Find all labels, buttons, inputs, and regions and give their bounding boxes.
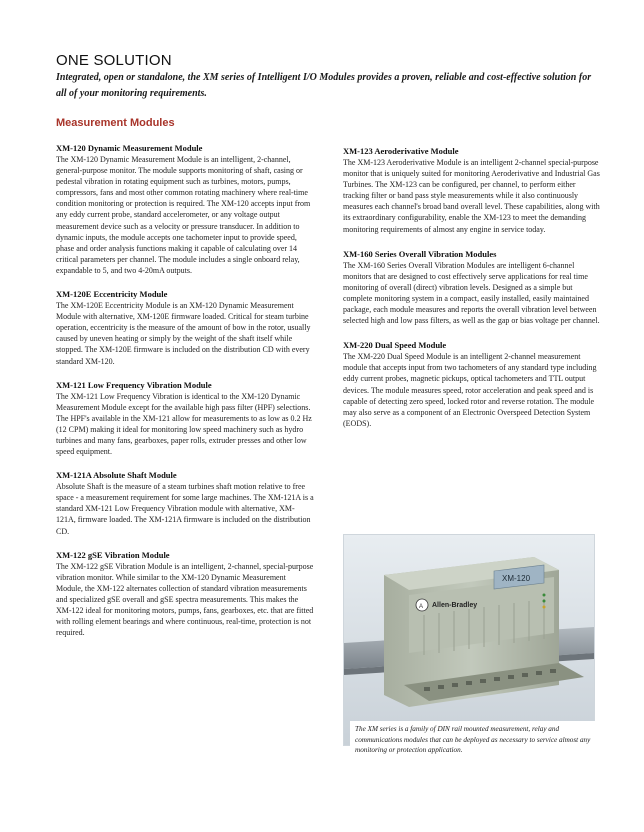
module-description: The XM-120 Dynamic Measurement Module is an intelligent, 2-channel, general-purpose monitor. The module supports monitoring of shaft, casing or pedestal vibration in rotating equipment such as turbines, motors, pumps, compressors, fans and most other common rotating machinery where real-time condition monitoring or protection is required. The XM-120 accepts input from any eddy current probe, standard accelerometer, or any voltage output measurement device such as a velocity or pressure transducer. In addition to dynamic inputs, the module accepts one tachometer input to provide speed, phase and order analysis functions making it capable of calculating over 14 critical parameters per channel. The module includes a single onboard relay, expandable to 5, and two 4-20mA outputs.	[56, 155, 311, 275]
left-column	[56, 143, 314, 638]
module-description: The XM-121 Low Frequency Vibration is identical to the XM-120 Dynamic Measurement Module except for the available high pass filter (HPF) selections. The HPF's available in the XM-121 allow for measurements to as low as 0.2 Hz (12 CPM) making it ideal for monitoring low speed machinery such as hydro turbines and many fans, gearboxes, paper rolls, extruder presses and other low speed equipment.	[56, 391, 312, 457]
module-description: The XM-220 Dual Speed Module is an intelligent 2-channel measurement module that accepts input from two tachometers of any standard type including eddy current probes, magnetic pickups, optical tachometers and TTL output devices. The module measures speed, rotor acceleration and peak speed and is capable of detecting zero speed, locked rotor and reverse rotation. The module may also serve as a component of an Electronic Overspeed Detection System (EODS).	[343, 352, 597, 428]
module-description: The XM-120E Eccentricity Module is an XM-120 Dynamic Measurement Module with alternative, XM-120E firmware loaded. Critical for steam turbine operation, eccentricity is the measure of the amount of bow in the rotor, usually caused by uneven heating or simply by the weight of the shaft itself while stopped. The XM-120E firmware is included on the distribution CD with every standard XM-120.	[56, 301, 311, 366]
brand-label: Allen-Bradley	[432, 602, 478, 609]
intro-statement: Integrated, open or standalone, the XM series of Intelligent I/O Modules provides a proven, reliable and cost-effective solution for all of your monitoring requirements.	[56, 72, 592, 99]
xm-module-illustration	[344, 535, 594, 745]
module-xm-120e	[56, 289, 314, 367]
right-column	[343, 146, 600, 429]
module-xm-122	[56, 550, 314, 639]
module-xm-123	[343, 146, 600, 235]
figure-caption: The XM series is a family of DIN rail mounted measurement, relay and communications modules that can be deployed as necessary to service almost any monitoring or protection application.	[350, 721, 596, 758]
model-label: XM-120	[502, 574, 531, 583]
module-title: XM-121A Absolute Shaft Module	[56, 470, 177, 481]
module-xm-220	[343, 340, 600, 429]
module-description: Absolute Shaft is the measure of a steam turbines shaft motion relative to free space - a measurement requirement for some large machines. The XM-121A is a standard XM-121 Low Frequency Vibration module with alternative, XM-121A, firmware loaded. The XM-121A firmware is included on the distribution CD.	[56, 482, 314, 536]
module-description: The XM-123 Aeroderivative Module is an intelligent 2-channel special-purpose monitor that is uniquely suited for monitoring Aeroderivative and Industrial Gas Turbines. The XM-123 can be configured, per channel, to perform either tracking filter or band pass style measurements while it also continuously measures each channel's broad band overall level. These capabilities, along with its extraordinary configurability, enable the XM-123 to meet the demanding monitoring requirements of almost any engine in service today.	[343, 158, 600, 234]
module-xm-121a	[56, 470, 314, 536]
module-xm-120	[56, 143, 314, 276]
section-heading: Measurement Modules	[56, 117, 175, 129]
product-photo	[343, 534, 595, 754]
module-title: XM-122 gSE Vibration Module	[56, 549, 170, 560]
module-title: XM-120E Eccentricity Module	[56, 289, 168, 300]
module-title: XM-121 Low Frequency Vibration Module	[56, 379, 212, 390]
module-xm-121	[56, 380, 314, 458]
svg-text:A: A	[419, 604, 424, 610]
module-xm-160	[343, 249, 600, 327]
module-description: The XM-122 gSE Vibration Module is an intelligent, 2-channel, special-purpose vibration monitor. While similar to the XM-120 Dynamic Measurement Module, the XM-122 alternates collection of standard vibration measurements and specialized gSE overall and gSE spectra measurements. This makes the XM-122 ideal for monitoring motors, pumps, fans, gearboxes, etc. that are fitted with rolling element bearings and where continuous, real-time, protection is not required.	[56, 561, 314, 638]
module-description: The XM-160 Series Overall Vibration Modules are intelligent 6-channel monitors that are designed to cost effectively serve applications for real time monitoring of overall (direct) vibration levels. Designed as a simple but complete monitoring system in a compact, easily installed, easily maintained package, each module measures and reports the overall vibration level between selected high and low pass filters, as well as the gap or bias voltage per channel.	[343, 260, 600, 326]
module-title: XM-120 Dynamic Measurement Module	[56, 143, 203, 153]
module-title: XM-220 Dual Speed Module	[343, 340, 447, 351]
module-title: XM-123 Aeroderivative Module	[343, 146, 459, 156]
page-title: ONE SOLUTION	[56, 52, 172, 69]
module-title: XM-160 Series Overall Vibration Modules	[343, 248, 497, 259]
